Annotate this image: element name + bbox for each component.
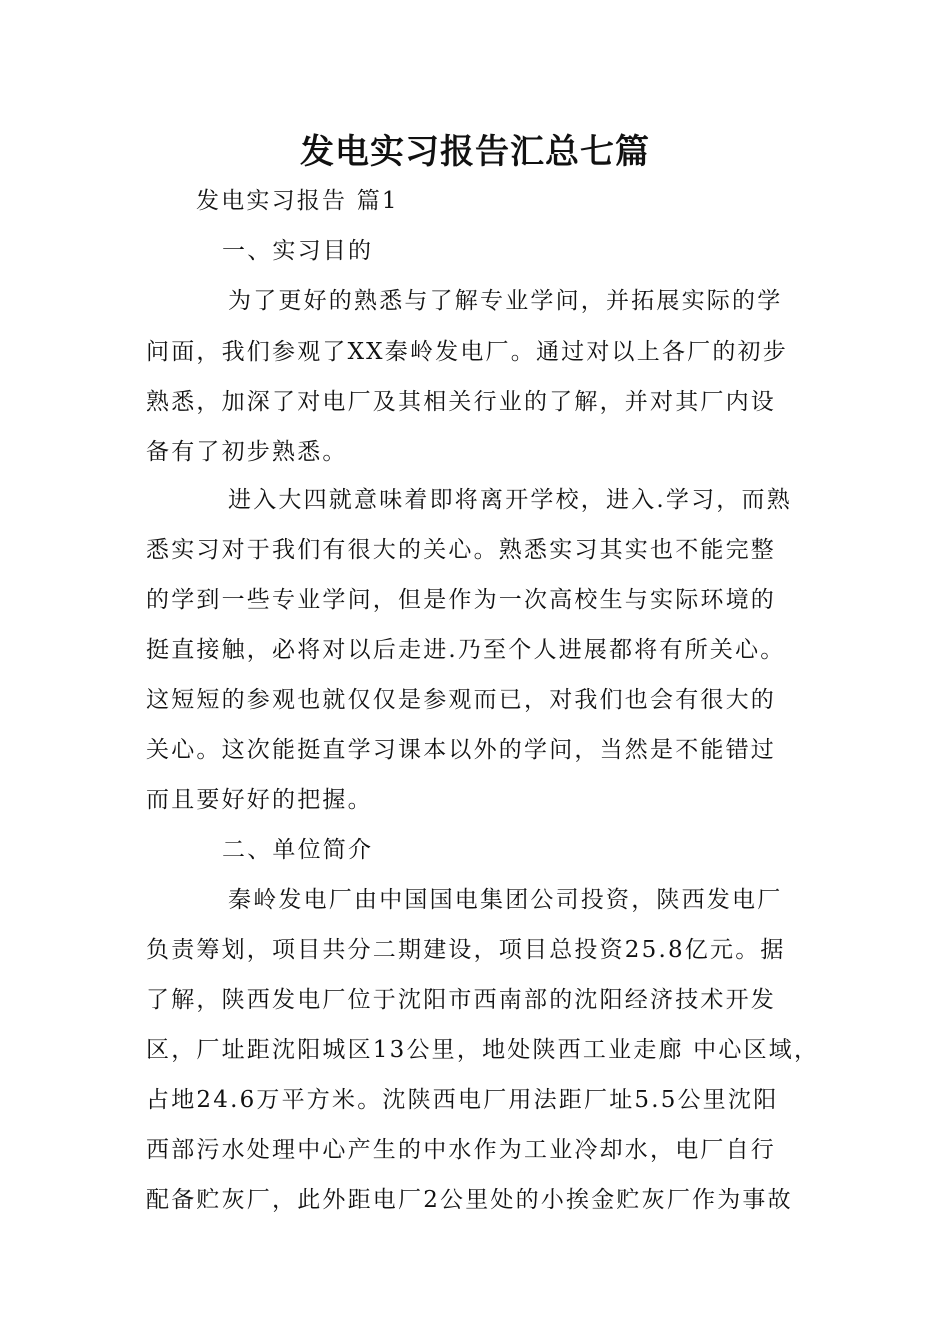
section-label: 发电实习报告 篇1	[196, 188, 399, 214]
paragraph-line: 占地24.6万平方米。沈陕西电厂用法距厂址5.5公里沈阳	[146, 1087, 779, 1113]
paragraph-line: 关心。这次能挺直学习课本以外的学问，当然是不能错过	[146, 737, 776, 763]
paragraph-line: 配备贮灰厂，此外距电厂2公里处的小挨金贮灰厂作为事故	[146, 1187, 793, 1213]
paragraph-line: 备有了初步熟悉。	[146, 439, 348, 465]
paragraph-line: 挺直接触，必将对以后走进.乃至个人进展都将有所关心。	[146, 637, 786, 663]
paragraph-line: 负责筹划，项目共分二期建设，项目总投资25.8亿元。据	[146, 937, 786, 963]
paragraph-line: 西部污水处理中心产生的中水作为工业冷却水，电厂自行	[146, 1137, 776, 1163]
paragraph-line: 问面，我们参观了XX秦岭发电厂。通过对以上各厂的初步	[146, 339, 788, 365]
paragraph-line: 进入大四就意味着即将离开学校，进入.学习，而熟	[228, 487, 792, 513]
section-heading-unit: 二、单位简介	[222, 837, 374, 863]
paragraph-line: 为了更好的熟悉与了解专业学问，并拓展实际的学	[228, 288, 783, 314]
paragraph-line: 区，厂址距沈阳城区13公里，地处陕西工业走廊 中心区域，	[146, 1037, 820, 1063]
document-title: 发电实习报告汇总七篇	[300, 132, 650, 172]
paragraph-line: 熟悉，加深了对电厂及其相关行业的了解，并对其厂内设	[146, 389, 776, 415]
paragraph-line: 的学到一些专业学问，但是作为一次高校生与实际环境的	[146, 587, 776, 613]
paragraph-line: 秦岭发电厂由中国国电集团公司投资，陕西发电厂	[228, 887, 783, 913]
section-heading-purpose: 一、实习目的	[222, 238, 374, 264]
paragraph-line: 了解，陕西发电厂位于沈阳市西南部的沈阳经济技术开发	[146, 987, 776, 1013]
paragraph-line: 这短短的参观也就仅仅是参观而已，对我们也会有很大的	[146, 687, 776, 713]
paragraph-line: 悉实习对于我们有很大的关心。熟悉实习其实也不能完整	[146, 537, 776, 563]
paragraph-line: 而且要好好的把握。	[146, 787, 373, 813]
